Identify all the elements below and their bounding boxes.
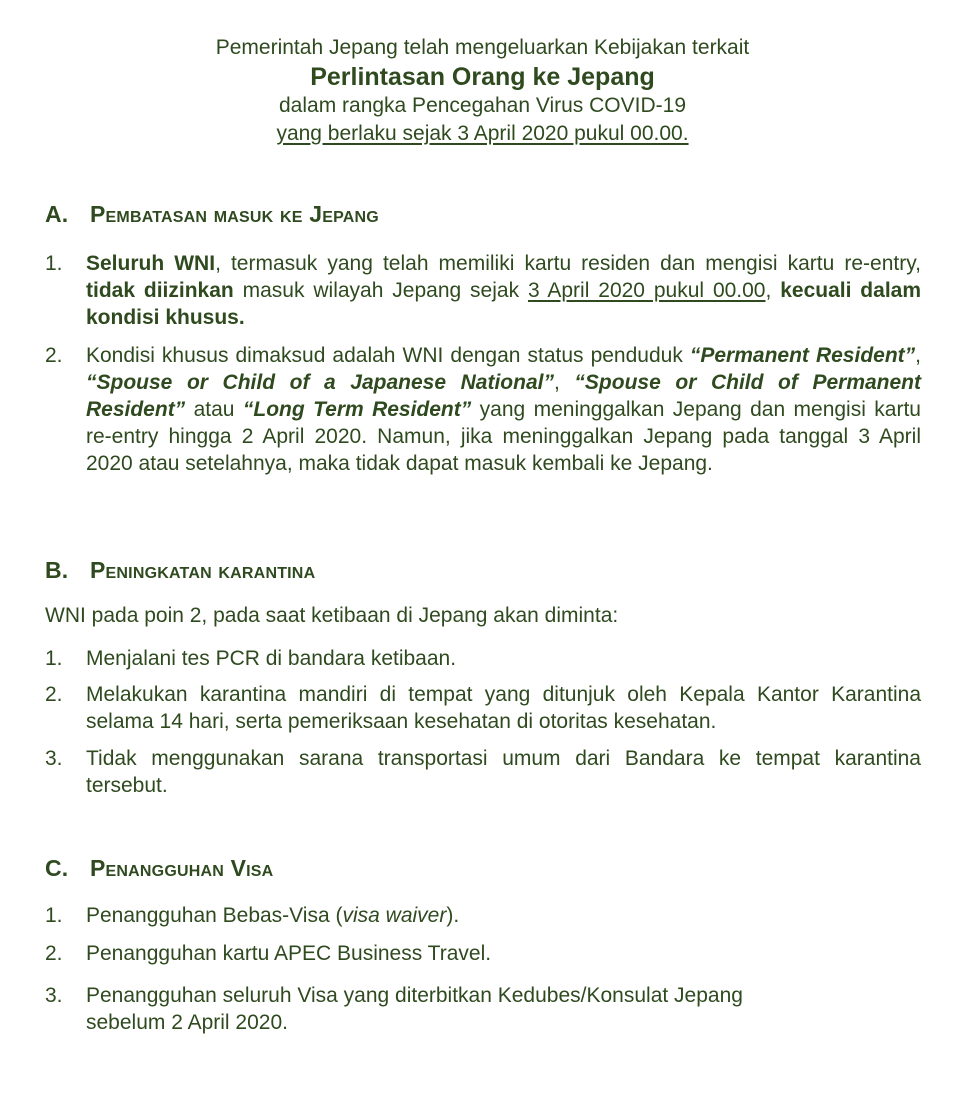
- text-run: atau: [185, 398, 243, 421]
- text-run: ,: [915, 344, 921, 367]
- text-run: Kondisi khusus dimaksud adalah WNI dengan status penduduk: [86, 344, 690, 367]
- list-number: 1.: [45, 647, 63, 670]
- list-number: 1.: [45, 904, 63, 927]
- text-status-term: “Spouse or Child of a Japanese National”: [86, 371, 554, 394]
- section-a-heading: [45, 201, 379, 228]
- list-number: 2.: [45, 683, 63, 706]
- text-italic: visa waiver: [342, 904, 447, 927]
- text-run: ).: [446, 904, 460, 927]
- header-effective-date: yang berlaku sejak 3 April 2020 pukul 00.00.: [276, 122, 689, 145]
- section-c-letter: C.: [45, 855, 69, 881]
- list-item-text: Penangguhan kartu APEC Business Travel.: [86, 942, 492, 965]
- list-number: 2.: [45, 942, 63, 965]
- list-item-text: Menjalani tes PCR di bandara ketibaan.: [86, 647, 457, 670]
- section-b-intro: WNI pada poin 2, pada saat ketibaan di Jepang akan diminta:: [45, 604, 619, 627]
- list-number: 3.: [45, 747, 63, 770]
- text-run: masuk wilayah Jepang sejak: [233, 279, 528, 302]
- section-b-letter: B.: [45, 557, 69, 583]
- text-status-term: “Permanent Resident”: [689, 344, 916, 367]
- text-bold: tidak diizinkan: [86, 279, 234, 302]
- text-status-term: “Spouse or Child of Permanent Resident”: [86, 371, 921, 421]
- section-c-item-1: [45, 902, 921, 929]
- list-item-text: Tidak menggunakan sarana transportasi umum dari Bandara ke tempat karantina tersebut.: [86, 747, 921, 797]
- text-run: Penangguhan Bebas-Visa (: [86, 904, 343, 927]
- document-title: Perlintasan Orang ke Jepang: [310, 63, 655, 91]
- section-b-title: Peningkatan karantina: [90, 557, 316, 583]
- section-c-heading: [45, 855, 273, 882]
- section-b-item-1: [45, 645, 921, 672]
- list-item-text: [86, 902, 921, 929]
- section-a-item-2: [45, 342, 921, 477]
- text-underlined-date: 3 April 2020 pukul 00.00: [527, 279, 766, 302]
- section-b-item-3: [45, 745, 921, 799]
- text-bold: Seluruh WNI: [86, 252, 216, 275]
- section-a-letter: A.: [45, 201, 69, 227]
- list-item-text: Penangguhan seluruh Visa yang diterbitkan Kedubes/Konsulat Jepang sebelum 2 April 2020.: [86, 984, 743, 1034]
- section-a-item-1: [45, 250, 921, 331]
- section-c-item-3: [45, 982, 825, 1036]
- header-intro-line: Pemerintah Jepang telah mengeluarkan Kebijakan terkait: [215, 36, 750, 59]
- section-c-title: Penangguhan Visa: [90, 855, 274, 881]
- section-c-item-2: [45, 940, 921, 967]
- section-b-heading: [45, 557, 315, 584]
- list-item-text: [86, 342, 921, 477]
- section-a-title: Pembatasan masuk ke Jepang: [90, 201, 379, 227]
- list-item-text: Melakukan karantina mandiri di tempat yang ditunjuk oleh Kepala Kantor Karantina selama 14 hari, serta pemeriksaan kesehatan di otoritas kesehatan.: [86, 683, 921, 733]
- list-number: 1.: [45, 252, 63, 275]
- text-run: yang meninggalkan Jepang dan mengisi kartu re-entry hingga 2 April 2020. Namun, jika meninggalkan Jepang pada tanggal 3 April 2020 atau setelahnya, maka tidak dapat masuk kembali ke Jepang.: [86, 398, 921, 475]
- list-number: 3.: [45, 984, 63, 1007]
- text-bold: kecuali dalam kondisi khusus.: [86, 279, 922, 329]
- text-status-term: “Long Term Resident”: [242, 398, 472, 421]
- header-subtitle-line: dalam rangka Pencegahan Virus COVID-19: [278, 94, 686, 117]
- document-header: [0, 34, 965, 148]
- text-run: ,: [553, 371, 575, 394]
- text-run: ,: [765, 279, 781, 302]
- list-item-text: [86, 250, 921, 331]
- text-run: , termasuk yang telah memiliki kartu residen dan mengisi kartu re-entry,: [215, 252, 921, 275]
- section-b-item-2: [45, 681, 921, 735]
- list-number: 2.: [45, 344, 63, 367]
